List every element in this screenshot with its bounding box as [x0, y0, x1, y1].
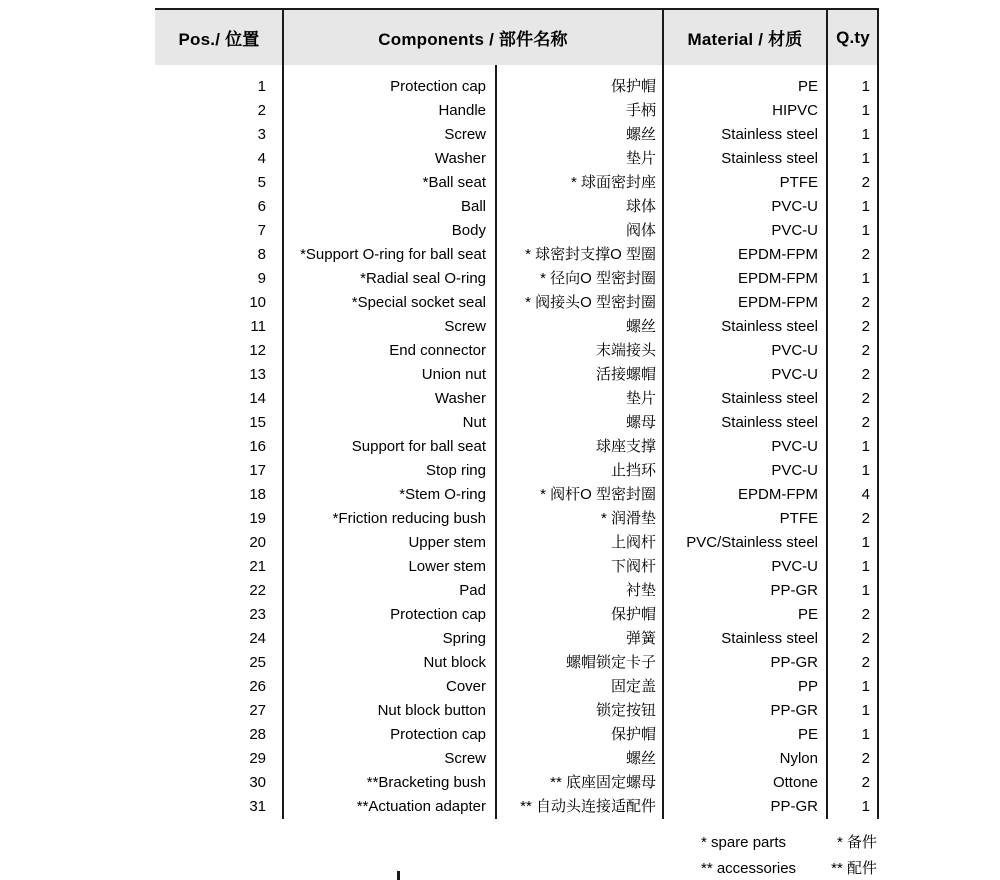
header-qty: Q.ty — [836, 27, 870, 47]
pos-cell: 16 — [249, 438, 266, 455]
pos-cell: 9 — [257, 270, 266, 287]
column-divider-components-en-zh — [495, 65, 497, 819]
component-zh-cell: 球座支撑 — [595, 438, 656, 455]
pos-cell: 15 — [249, 414, 266, 431]
component-en-cell: *Support O-ring for ball seat — [300, 246, 486, 263]
component-zh-cell: ** 自动头连接适配件 — [520, 798, 656, 815]
component-zh-cell: 保护帽 — [610, 606, 656, 623]
component-zh-cell: 保护帽 — [610, 726, 656, 743]
component-zh-cell: 衬垫 — [625, 582, 656, 599]
qty-cell: 2 — [861, 318, 870, 335]
component-en-cell: Pad — [459, 582, 486, 599]
material-cell: HIPVC — [772, 102, 818, 119]
component-zh-cell: 活接螺帽 — [595, 366, 656, 383]
pos-cell: 25 — [249, 654, 266, 671]
component-en-cell: Support for ball seat — [351, 438, 486, 455]
component-en-cell: Nut — [462, 414, 486, 431]
table-right-rule — [877, 8, 879, 819]
pos-cell: 3 — [257, 126, 266, 143]
material-cell: EPDM-FPM — [738, 246, 818, 263]
component-zh-cell: 球体 — [625, 198, 656, 215]
table-row — [155, 435, 879, 459]
component-en-cell: *Special socket seal — [351, 294, 486, 311]
table-row — [155, 99, 879, 123]
qty-cell: 1 — [861, 438, 870, 455]
component-zh-cell: * 球面密封座 — [570, 174, 656, 191]
pos-cell: 30 — [249, 774, 266, 791]
table-body — [155, 75, 879, 819]
table-row — [155, 579, 879, 603]
table-row — [155, 723, 879, 747]
parts-table — [155, 8, 879, 819]
component-en-cell: Washer — [434, 390, 486, 407]
table-row — [155, 219, 879, 243]
table-row — [155, 75, 879, 99]
component-zh-cell: 弹簧 — [625, 630, 656, 647]
table-row — [155, 699, 879, 723]
component-en-cell: Spring — [442, 630, 486, 647]
material-cell: PVC-U — [771, 462, 818, 479]
component-en-cell: Nut block button — [377, 702, 486, 719]
table-row — [155, 411, 879, 435]
component-zh-cell: 螺母 — [625, 414, 656, 431]
component-zh-cell: 垫片 — [625, 150, 656, 167]
qty-cell: 2 — [861, 630, 870, 647]
material-cell: PP-GR — [770, 702, 818, 719]
footnote-accessories-zh: ** 配件 — [831, 860, 877, 877]
table-row — [155, 243, 879, 267]
table-row — [155, 291, 879, 315]
qty-cell: 2 — [861, 606, 870, 623]
table-row — [155, 195, 879, 219]
pos-cell: 19 — [249, 510, 266, 527]
table-row — [155, 795, 879, 819]
qty-cell: 1 — [861, 150, 870, 167]
material-cell: PE — [797, 78, 818, 95]
material-cell: PE — [797, 726, 818, 743]
qty-cell: 1 — [861, 270, 870, 287]
table-row — [155, 459, 879, 483]
material-cell: PP-GR — [770, 798, 818, 815]
pos-cell: 7 — [257, 222, 266, 239]
table-row — [155, 507, 879, 531]
component-en-cell: Screw — [444, 750, 486, 767]
material-cell: Nylon — [779, 750, 818, 767]
component-en-cell: Lower stem — [408, 558, 486, 575]
footnote-accessories-en: ** accessories — [701, 860, 797, 877]
table-row — [155, 651, 879, 675]
material-cell: PTFE — [779, 510, 818, 527]
table-row — [155, 147, 879, 171]
component-en-cell: End connector — [389, 342, 486, 359]
qty-cell: 1 — [861, 678, 870, 695]
table-row — [155, 267, 879, 291]
qty-cell: 2 — [861, 510, 870, 527]
component-zh-cell: 末端接头 — [595, 342, 656, 359]
component-zh-cell: 下阀杆 — [610, 558, 656, 575]
material-cell: Stainless steel — [721, 630, 818, 647]
table-row — [155, 675, 879, 699]
component-en-cell: Union nut — [421, 366, 486, 383]
qty-cell: 1 — [861, 126, 870, 143]
qty-cell: 2 — [861, 750, 870, 767]
pos-cell: 14 — [249, 390, 266, 407]
pos-cell: 5 — [257, 174, 266, 191]
drawing-tick-mark — [397, 871, 400, 880]
material-cell: PVC-U — [771, 558, 818, 575]
qty-cell: 1 — [861, 582, 870, 599]
component-en-cell: Handle — [438, 102, 486, 119]
material-cell: PTFE — [779, 174, 818, 191]
qty-cell: 2 — [861, 390, 870, 407]
component-zh-cell: * 润滑垫 — [600, 510, 656, 527]
material-cell: EPDM-FPM — [738, 486, 818, 503]
column-divider-material-qty — [826, 8, 828, 819]
qty-cell: 1 — [861, 198, 870, 215]
pos-cell: 17 — [249, 462, 266, 479]
component-en-cell: Protection cap — [390, 78, 486, 95]
material-cell: PVC-U — [771, 222, 818, 239]
column-divider-pos — [282, 8, 284, 819]
component-en-cell: *Radial seal O-ring — [360, 270, 486, 287]
component-en-cell: *Friction reducing bush — [332, 510, 486, 527]
table-row — [155, 483, 879, 507]
table-row — [155, 315, 879, 339]
pos-cell: 26 — [249, 678, 266, 695]
material-cell: Ottone — [772, 774, 818, 791]
qty-cell: 2 — [861, 414, 870, 431]
qty-cell: 4 — [861, 486, 870, 503]
footnotes — [701, 830, 877, 880]
table-row — [155, 171, 879, 195]
pos-cell: 28 — [249, 726, 266, 743]
component-en-cell: Cover — [445, 678, 486, 695]
component-zh-cell: 螺丝 — [625, 750, 656, 767]
material-cell: PP-GR — [770, 582, 818, 599]
pos-cell: 13 — [249, 366, 266, 383]
component-en-cell: Body — [451, 222, 486, 239]
material-cell: PVC-U — [771, 342, 818, 359]
component-en-cell: Protection cap — [390, 606, 486, 623]
pos-cell: 22 — [249, 582, 266, 599]
pos-cell: 27 — [249, 702, 266, 719]
table-row — [155, 771, 879, 795]
qty-cell: 2 — [861, 774, 870, 791]
qty-cell: 1 — [861, 702, 870, 719]
pos-cell: 11 — [250, 318, 266, 335]
component-zh-cell: 保护帽 — [610, 78, 656, 95]
pos-cell: 2 — [257, 102, 266, 119]
material-cell: PP-GR — [770, 654, 818, 671]
component-zh-cell: 螺帽锁定卡子 — [565, 654, 656, 671]
material-cell: Stainless steel — [721, 318, 818, 335]
qty-cell: 1 — [861, 462, 870, 479]
pos-cell: 20 — [249, 534, 266, 551]
table-row — [155, 531, 879, 555]
component-zh-cell: 上阀杆 — [610, 534, 656, 551]
component-en-cell: Nut block — [423, 654, 486, 671]
component-zh-cell: 阀体 — [625, 222, 656, 239]
table-row — [155, 123, 879, 147]
material-cell: PVC-U — [771, 366, 818, 383]
column-divider-components-material — [662, 8, 664, 819]
pos-cell: 21 — [249, 558, 266, 575]
material-cell: PE — [797, 606, 818, 623]
pos-cell: 24 — [249, 630, 266, 647]
qty-cell: 1 — [861, 798, 870, 815]
material-cell: PP — [797, 678, 818, 695]
pos-cell: 1 — [257, 78, 266, 95]
header-pos: Pos./ 位置 — [178, 30, 260, 49]
pos-cell: 18 — [249, 486, 266, 503]
qty-cell: 1 — [861, 534, 870, 551]
footnote-spare-parts-en: * spare parts — [701, 834, 787, 851]
header-material: Material / 材质 — [687, 30, 803, 49]
qty-cell: 2 — [861, 366, 870, 383]
component-zh-cell: 螺丝 — [625, 126, 656, 143]
component-zh-cell: * 径向O 型密封圈 — [540, 270, 656, 287]
component-en-cell: **Bracketing bush — [366, 774, 486, 791]
pos-cell: 8 — [257, 246, 266, 263]
component-zh-cell: * 阀接头O 型密封圈 — [525, 294, 656, 311]
component-en-cell: Screw — [444, 126, 486, 143]
qty-cell: 2 — [861, 654, 870, 671]
component-zh-cell: 锁定按钮 — [595, 702, 656, 719]
pos-cell: 31 — [249, 798, 266, 815]
component-zh-cell: * 阀杆O 型密封圈 — [540, 486, 656, 503]
pos-cell: 23 — [249, 606, 266, 623]
table-row — [155, 387, 879, 411]
material-cell: EPDM-FPM — [738, 294, 818, 311]
component-en-cell: *Ball seat — [422, 174, 486, 191]
table-row — [155, 363, 879, 387]
qty-cell: 1 — [861, 78, 870, 95]
component-en-cell: Protection cap — [390, 726, 486, 743]
component-en-cell: Washer — [434, 150, 486, 167]
pos-cell: 6 — [257, 198, 266, 215]
qty-cell: 1 — [861, 222, 870, 239]
component-zh-cell: 固定盖 — [610, 678, 656, 695]
material-cell: PVC/Stainless steel — [686, 534, 818, 551]
qty-cell: 1 — [861, 726, 870, 743]
component-en-cell: **Actuation adapter — [356, 798, 486, 815]
component-en-cell: Upper stem — [408, 534, 486, 551]
component-zh-cell: ** 底座固定螺母 — [550, 774, 656, 791]
table-header-row — [155, 10, 879, 65]
material-cell: Stainless steel — [721, 414, 818, 431]
material-cell: PVC-U — [771, 198, 818, 215]
footnote-accessories — [701, 856, 877, 880]
qty-cell: 2 — [861, 246, 870, 263]
component-en-cell: Ball — [460, 198, 486, 215]
material-cell: PVC-U — [771, 438, 818, 455]
component-en-cell: *Stem O-ring — [399, 486, 486, 503]
component-zh-cell: 手柄 — [625, 102, 656, 119]
pos-cell: 12 — [249, 342, 266, 359]
qty-cell: 1 — [861, 102, 870, 119]
material-cell: Stainless steel — [721, 150, 818, 167]
header-components: Components / 部件名称 — [378, 30, 568, 49]
footnote-spare-parts-zh: * 备件 — [836, 834, 877, 851]
pos-cell: 10 — [249, 294, 266, 311]
material-cell: EPDM-FPM — [738, 270, 818, 287]
pos-cell: 29 — [249, 750, 266, 767]
material-cell: Stainless steel — [721, 126, 818, 143]
component-zh-cell: * 球密封支撑O 型圈 — [525, 246, 656, 263]
component-zh-cell: 螺丝 — [625, 318, 656, 335]
material-cell: Stainless steel — [721, 390, 818, 407]
pos-cell: 4 — [257, 150, 266, 167]
component-zh-cell: 垫片 — [625, 390, 656, 407]
table-row — [155, 627, 879, 651]
qty-cell: 2 — [861, 174, 870, 191]
qty-cell: 2 — [861, 294, 870, 311]
table-row — [155, 555, 879, 579]
component-zh-cell: 止挡环 — [610, 462, 656, 479]
qty-cell: 2 — [861, 342, 870, 359]
component-en-cell: Stop ring — [425, 462, 486, 479]
qty-cell: 1 — [861, 558, 870, 575]
table-row — [155, 603, 879, 627]
table-row — [155, 339, 879, 363]
footnote-spare-parts — [701, 830, 877, 856]
table-row — [155, 747, 879, 771]
component-en-cell: Screw — [444, 318, 486, 335]
